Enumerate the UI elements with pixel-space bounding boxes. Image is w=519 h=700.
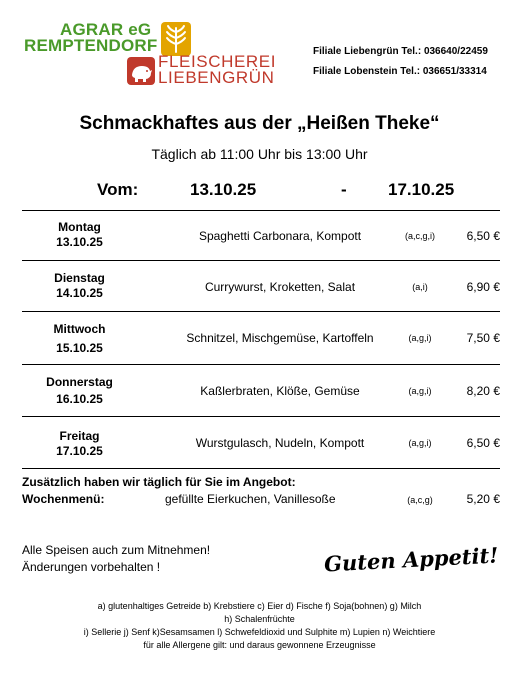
contact-liebengruen: Filiale Liebengrün Tel.: 036640/22459 [313,46,488,57]
menu-row-monday [22,218,500,262]
extra-offer-heading: Zusätzlich haben wir täglich für Sie im Angebot: [22,475,296,489]
fleischerei-logo-text [158,54,276,86]
allergen-codes: (a,g,i) [408,333,432,343]
row-divider [22,416,500,417]
row-divider [22,364,500,365]
guten-appetit-lettering [320,540,500,580]
row-divider [22,311,500,312]
allergen-legend-line3: i) Sellerie j) Senf k)Sesamsamen l) Schwefeldioxid und Sulphite m) Lupien n) Weichtiere [83,627,436,637]
greeting-text: Guten Appetit! [323,542,500,577]
allergen-codes: (a,c,g,i) [404,231,435,241]
page-title: Schmackhaftes aus der „Heißen Theke“ [79,113,440,134]
day-date: 14.10.25 [56,286,103,300]
menu-row-friday [22,427,500,471]
allergen-legend-line2: h) Schalenfrüchte [224,614,295,624]
agrar-line1: AGRAR eG [60,20,152,39]
period-from: 13.10.25 [190,180,257,199]
pig-icon [127,57,155,85]
day-date: 16.10.25 [56,392,103,406]
weekly-menu-price: 5,20 € [466,492,500,506]
menu-row-thursday [22,373,500,417]
price: 8,20 € [466,384,500,398]
menu-row-tuesday [22,269,500,313]
period-dash: - [341,180,347,199]
day-name: Dienstag [54,271,105,285]
day-date: 13.10.25 [56,235,103,249]
price: 6,90 € [466,280,500,294]
weekly-menu-dish: gefüllte Eierkuchen, Vanillesoße [165,492,336,506]
dish-name: Spaghetti Carbonara, Kompott [198,229,362,243]
allergen-codes: (a,i) [412,282,428,292]
day-name: Donnerstag [46,375,113,389]
takeaway-note: Alle Speisen auch zum Mitnehmen! [22,543,211,557]
dish-name: Schnitzel, Mischgemüse, Kartoffeln [186,331,374,345]
changes-note: Änderungen vorbehalten ! [22,560,161,574]
wheat-icon [161,22,191,56]
day-date: 15.10.25 [56,341,103,355]
period-label: Vom: [97,180,139,199]
agrar-logo-text [24,22,157,54]
row-divider [22,468,500,469]
dish-name: Currywurst, Kroketten, Salat [204,280,356,294]
allergen-codes: (a,g,i) [408,438,432,448]
dish-name: Kaßlerbraten, Klöße, Gemüse [200,384,360,398]
menu-row-wednesday [22,320,500,364]
day-date: 17.10.25 [56,444,103,458]
price: 6,50 € [466,229,500,243]
day-name: Montag [58,220,101,234]
price: 7,50 € [466,331,500,345]
day-name: Freitag [59,429,100,443]
price: 6,50 € [466,436,500,450]
agrar-line2: REMPTENDORF [24,36,158,55]
fleischerei-line2: LIEBENGRÜN [158,68,275,87]
opening-hours: Täglich ab 11:00 Uhr bis 13:00 Uhr [151,146,368,162]
allergen-legend-line4: für alle Allergene gilt: und daraus gewonnene Erzeugnisse [143,640,376,650]
weekly-menu-allergens: (a,c,g) [407,495,433,505]
row-divider [22,260,500,261]
day-name: Mittwoch [53,322,106,336]
weekly-menu-label: Wochenmenü: [22,492,105,506]
contact-lobenstein: Filiale Lobenstein Tel.: 036651/33314 [313,66,487,77]
period-to: 17.10.25 [388,180,455,199]
dish-name: Wurstgulasch, Nudeln, Kompott [195,436,365,450]
fleischerei-line1: FLEISCHEREI [158,52,277,71]
row-divider [22,210,500,211]
allergen-legend-line1: a) glutenhaltiges Getreide b) Krebstiere c) Eier d) Fische f) Soja(bohnen) g) Milch [97,601,422,611]
allergen-codes: (a,g,i) [408,386,432,396]
